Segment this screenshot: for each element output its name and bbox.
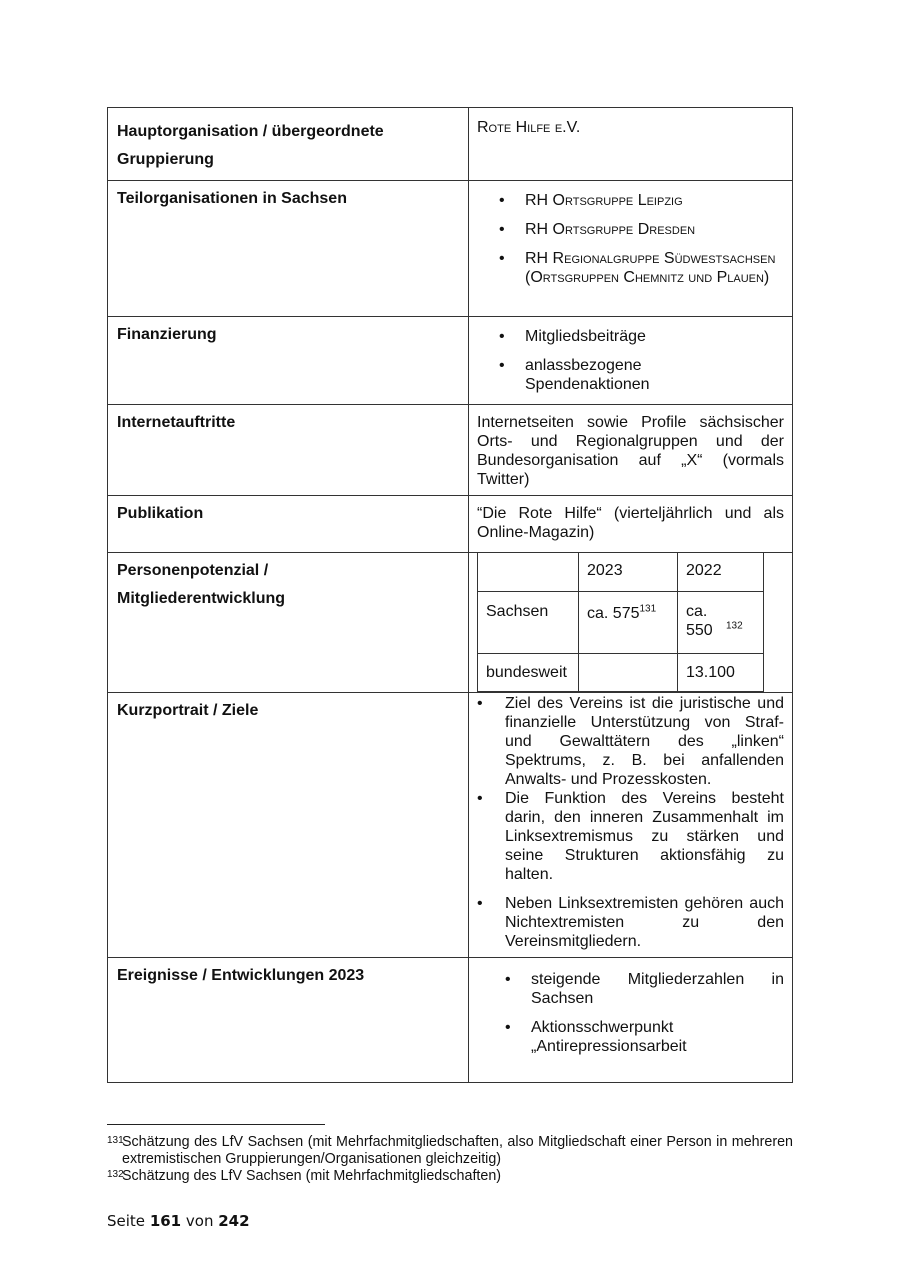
row-value: Internetseiten sowie Profile sächsischer Orts- und Regionalgruppen und der Bundesorganisation auf „X“ (vormals Twitter) [469,405,793,496]
row-label: Internetauftritte [108,405,469,496]
bullet-list [477,191,784,287]
list-item: • RH Regionalgruppe Südwestsachsen (Ortsgruppen Chemnitz und Plauen) [477,249,784,287]
table-row [478,653,764,691]
table-cell: 13.100 [678,653,764,691]
row-value [469,957,793,1082]
table-row [108,692,793,957]
table-row [108,405,793,496]
row-value [469,692,793,957]
table-cell: ca. $575^{131}$ [579,591,678,653]
table-row [108,553,793,693]
footnote-text: Schätzung des LfV Sachsen (mit Mehrfachmitgliedschaften, also Mitgliedschaft einer Person in mehreren extremistischen Gruppierungen/Organisationen gleichzeitig) [122,1134,793,1167]
row-value: “Die Rote Hilfe“ (vierteljährlich und als Online-Magazin) [469,496,793,553]
row-label: Teilorganisationen in Sachsen [108,181,469,317]
row-label: Ereignisse / Entwicklungen 2023 [108,957,469,1082]
row-value: Rote Hilfe e.V. [469,108,793,181]
profile-table [107,107,793,1083]
footnote-ref: 132 [726,620,743,632]
list-item: • Mitgliedsbeiträge [477,327,784,346]
page-number: Seite 161 von 242 [107,1212,250,1230]
label-line: Personenpotenzial / [117,562,269,579]
footnote-ref: 131 [639,603,657,615]
list-item: • RH Ortsgruppe Dresden [477,220,784,239]
membership-table [477,553,764,692]
table-header-cell [478,553,579,591]
table-cell: Sachsen [478,591,579,653]
row-label: Finanzierung [108,317,469,405]
footnote-number: 131 [107,1135,124,1146]
table-row [108,496,793,553]
row-label: Kurzportrait / Ziele [108,692,469,957]
row-label [108,553,469,693]
bullet-list [477,970,784,1056]
footnote [107,1168,793,1185]
table-row [108,317,793,405]
list-item: • Die Funktion des Vereins besteht darin, den inneren Zusammenhalt im Linksextremismus zu stärken und seine Strukturen aktionsfähig zu halten. [477,789,784,884]
row-value [469,553,793,693]
row-label: Hauptorganisation / übergeordnete Gruppierung [108,108,469,181]
table-header-cell: 2023 [579,553,678,591]
list-item: • Ziel des Vereins ist die juristische und finanzielle Unterstützung von Straf- und Gewalttätern des „linken“ Spektrums, z. B. bei anfallenden Anwalts- und Prozesskosten. [477,694,784,789]
row-value [469,181,793,317]
footnote-number: 132 [107,1169,124,1180]
table-cell: ca. 550 $^{132}$ [678,591,764,653]
table-row [478,553,764,591]
table-row [108,108,793,181]
table-cell [579,653,678,691]
footnote-divider [107,1124,325,1125]
row-value [469,317,793,405]
list-item: • steigende Mitgliederzahlen in Sachsen [477,970,784,1008]
footnote [107,1134,793,1168]
list-item: • RH Ortsgruppe Leipzig [477,191,784,210]
footnote-text: Schätzung des LfV Sachsen (mit Mehrfachmitgliedschaften) [122,1168,502,1184]
footnotes [107,1134,793,1185]
table-row [478,591,764,653]
list-item: • Aktionsschwerpunkt „Antirepressionsarbeit [477,1018,691,1056]
label-line: Mitgliederentwicklung [117,590,286,607]
table-cell: bundesweit [478,653,579,691]
list-item: • anlassbezogene Spendenaktionen [477,356,655,394]
table-row [108,181,793,317]
list-item: • Neben Linksextremisten gehören auch Nichtextremisten zu den Vereinsmitgliedern. [477,894,784,951]
table-header-cell: 2022 [678,553,764,591]
table-row [108,957,793,1082]
bullet-list [477,694,784,951]
bullet-list [477,327,784,394]
row-label: Publikation [108,496,469,553]
